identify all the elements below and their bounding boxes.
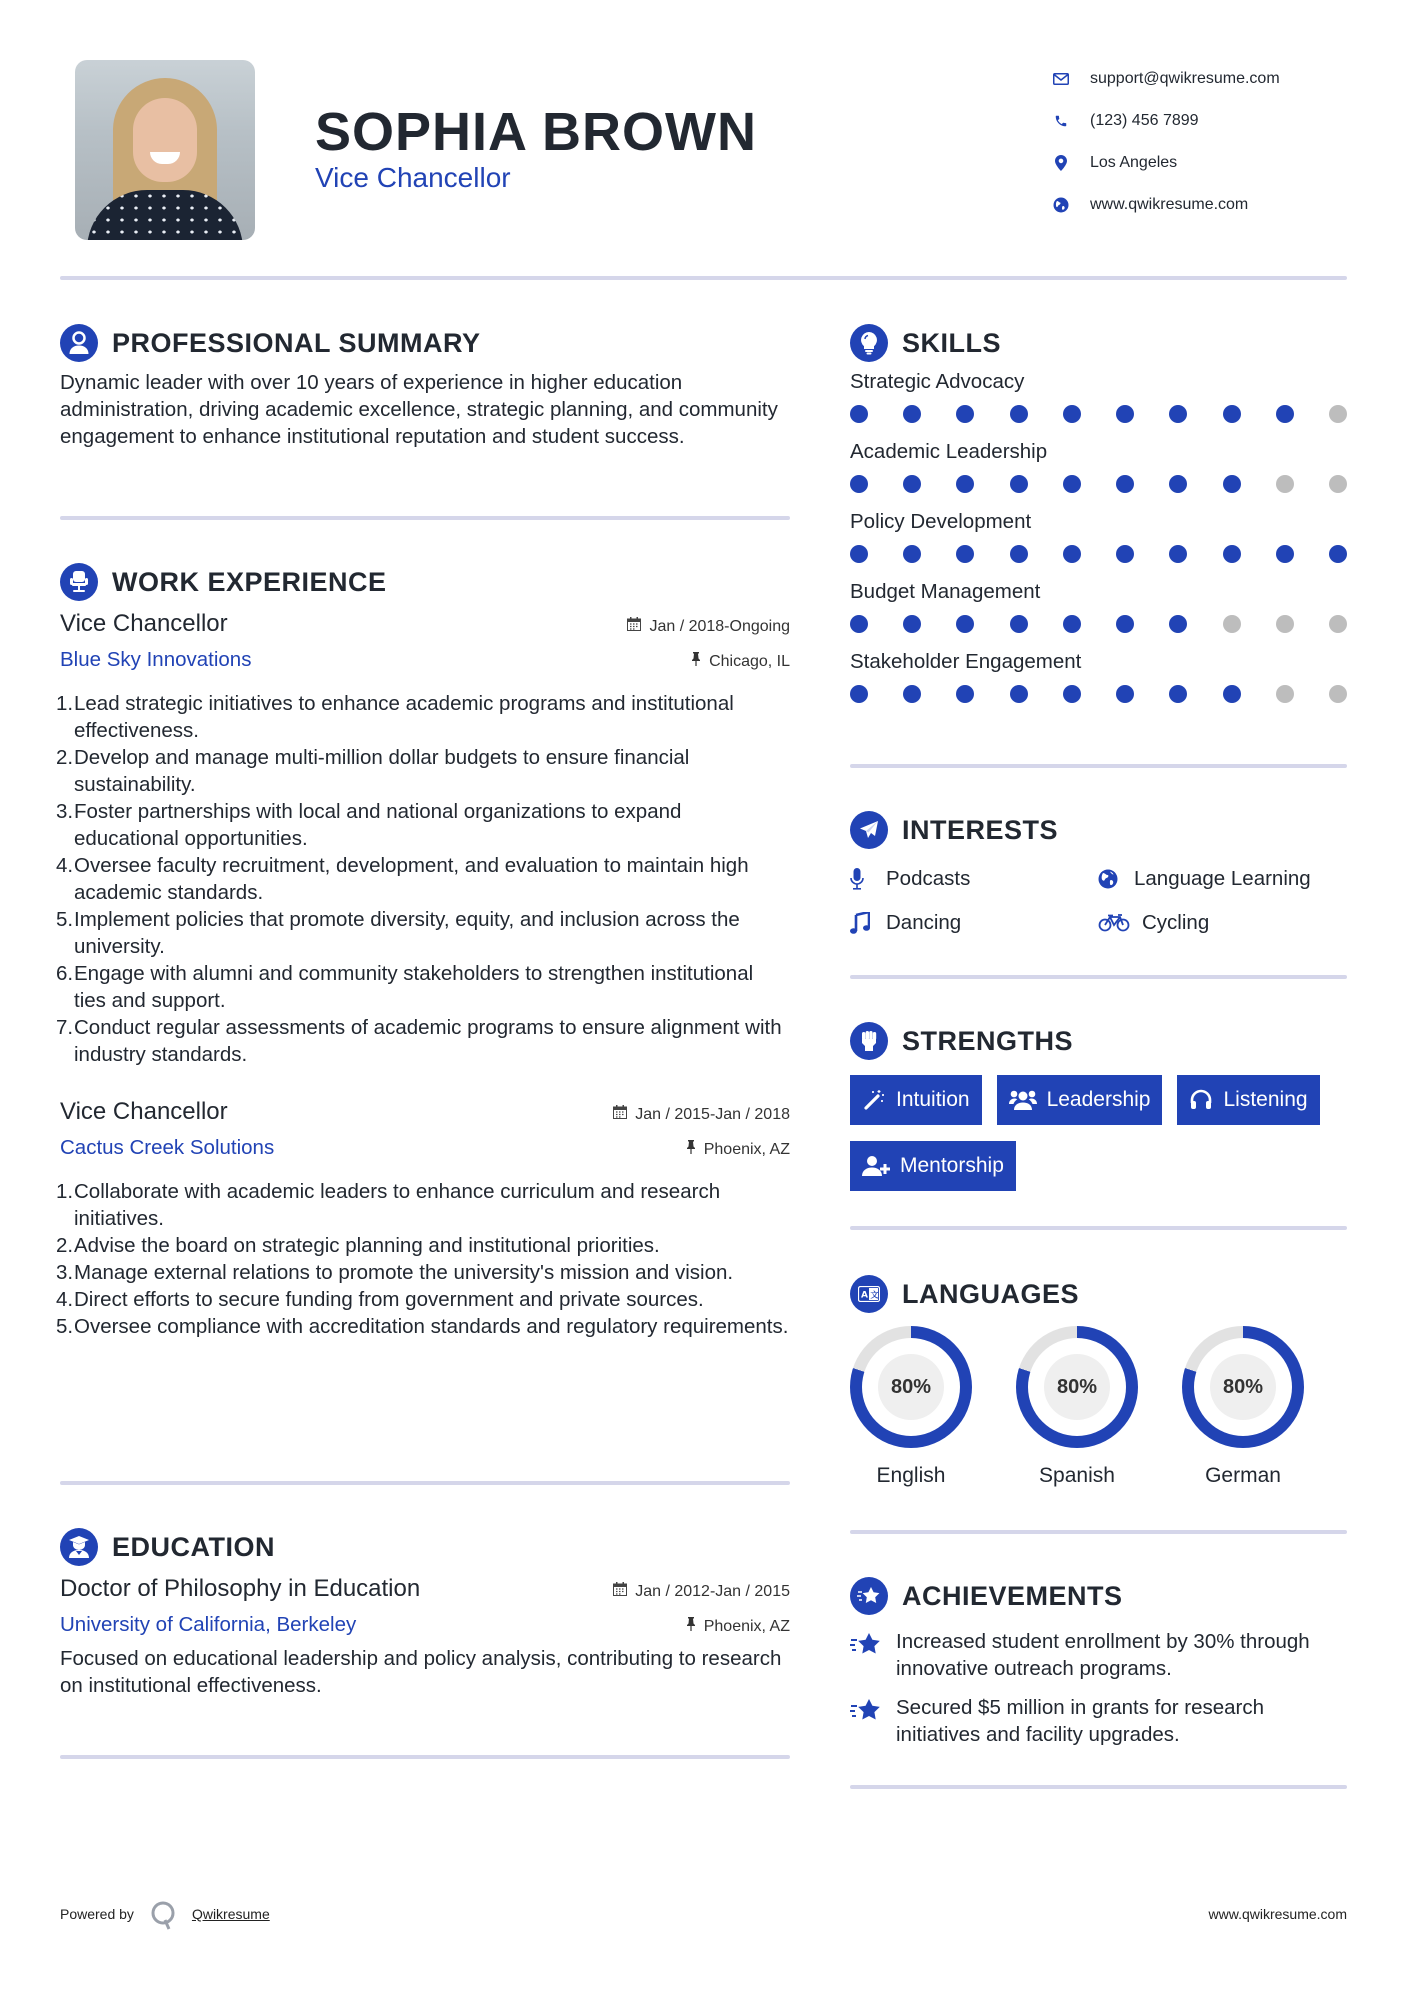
shooting-star-icon (850, 1628, 884, 1682)
education-dates: Jan / 2012-Jan / 2015 (613, 1582, 790, 1601)
education-heading: EDUCATION (112, 1531, 275, 1562)
rating-dot (1276, 685, 1294, 703)
strengths-divider (850, 1226, 1347, 1230)
rating-dot (1063, 475, 1081, 493)
achievements-divider (850, 1785, 1347, 1789)
rating-dot (1329, 475, 1347, 493)
summary-text: Dynamic leader with over 10 years of experience in higher education administration, driving academic excellence, strategic planning, and community engagement to enhance institutional reputation and student success. (60, 371, 778, 448)
languages-heading: LANGUAGES (902, 1278, 1080, 1309)
duty-item: 3. Foster partnerships with local and national organizations to expand educational opportunities. (56, 800, 682, 850)
rating-dot (903, 615, 921, 633)
education-location: Phoenix, AZ (686, 1617, 790, 1636)
map-marker-icon (1052, 154, 1070, 172)
bicycle-icon (1098, 911, 1134, 935)
skills-divider (850, 764, 1347, 768)
rating-dot (1010, 545, 1028, 563)
strength-badge: Listening (1177, 1075, 1319, 1125)
experience-section (56, 562, 790, 1340)
header-divider (60, 276, 1347, 280)
achievements-list (850, 1628, 1347, 1748)
job-duties (56, 1178, 790, 1340)
candidate-name: SOPHIA BROWN (315, 102, 757, 162)
rating-dot (903, 475, 921, 493)
education-entry (60, 1571, 790, 1699)
skill-rating (850, 615, 1347, 633)
strengths-section (850, 1021, 1347, 1191)
strengths-list (850, 1075, 1347, 1191)
skill-rating (850, 545, 1347, 563)
interests-list (850, 862, 1347, 940)
shooting-star-icon (850, 1694, 884, 1748)
company-name: Cactus Creek Solutions (60, 1136, 275, 1159)
phone-icon (1052, 112, 1070, 130)
duty-item: 3. Manage external relations to promote the university's mission and vision. (56, 1261, 734, 1284)
rating-dot (1329, 545, 1347, 563)
rating-dot (956, 685, 974, 703)
rating-dot (1116, 405, 1134, 423)
job-location: Chicago, IL (691, 652, 790, 671)
job-duties (56, 690, 790, 1068)
job-title: Vice Chancellor (60, 1098, 228, 1125)
rating-dot (903, 545, 921, 563)
skills-section (850, 323, 1347, 717)
language-name: German (1205, 1464, 1281, 1487)
calendar-icon (613, 1105, 627, 1124)
summary-divider (60, 516, 790, 520)
proficiency-percent: 80% (878, 1354, 944, 1420)
pushpin-icon (686, 1617, 696, 1636)
calendar-icon (613, 1582, 627, 1601)
contact-phone[interactable]: (123) 456 7899 (1050, 100, 1350, 142)
rating-dot (1169, 475, 1187, 493)
skill-rating (850, 685, 1347, 703)
experience-heading: WORK EXPERIENCE (112, 566, 387, 597)
proficiency-ring (1016, 1326, 1138, 1448)
skill-item: Budget Management (850, 577, 1347, 633)
candidate-title: Vice Chancellor (315, 162, 511, 193)
duty-item: 6. Engage with alumni and community stakeholders to strengthen institutional ties and support. (56, 962, 754, 1012)
skills-heading: SKILLS (902, 327, 1002, 358)
office-chair-icon (60, 563, 98, 601)
raised-fist-icon (850, 1022, 888, 1060)
rating-dot (1276, 475, 1294, 493)
rating-dot (1010, 615, 1028, 633)
rating-dot (1063, 685, 1081, 703)
interest-item: Podcasts (850, 862, 1098, 896)
strengths-heading: STRENGTHS (902, 1025, 1074, 1056)
language-name: English (876, 1464, 946, 1487)
rating-dot (1329, 685, 1347, 703)
rating-dot (1010, 405, 1028, 423)
interest-item: Dancing (850, 906, 1098, 940)
rating-dot (850, 405, 868, 423)
rating-dot (1276, 615, 1294, 633)
footer-website-link[interactable]: www.qwikresume.com (1208, 1906, 1347, 1922)
rating-dot (1063, 405, 1081, 423)
rating-dot (956, 405, 974, 423)
languages-divider (850, 1530, 1347, 1534)
proficiency-ring (850, 1326, 972, 1448)
svg-text:文: 文 (870, 1290, 879, 1300)
achievements-heading: ACHIEVEMENTS (902, 1580, 1123, 1611)
language-name: Spanish (1039, 1464, 1115, 1487)
star-badge-icon (850, 1577, 888, 1615)
contact-list (1050, 58, 1350, 226)
skill-item: Policy Development (850, 507, 1347, 563)
rating-dot (956, 545, 974, 563)
duty-item: 5. Implement policies that promote diversity, equity, and inclusion across the university. (56, 908, 740, 958)
microphone-icon (850, 867, 878, 891)
strength-badge: Leadership (997, 1075, 1163, 1125)
rating-dot (850, 685, 868, 703)
user-icon (60, 324, 98, 362)
languages-list (850, 1326, 1347, 1488)
rating-dot (1116, 545, 1134, 563)
rating-dot (956, 615, 974, 633)
contact-location: Los Angeles (1050, 142, 1350, 184)
proficiency-ring (1182, 1326, 1304, 1448)
language-item (850, 1326, 972, 1488)
company-name: Blue Sky Innovations (60, 648, 252, 671)
rating-dot (903, 685, 921, 703)
education-divider (60, 1755, 790, 1759)
globe-icon (1098, 867, 1126, 891)
contact-email[interactable]: support@qwikresume.com (1050, 58, 1350, 100)
rating-dot (1329, 405, 1347, 423)
duty-item: 2. Advise the board on strategic planning and institutional priorities. (56, 1234, 660, 1257)
magic-wand-icon (862, 1088, 886, 1112)
proficiency-percent: 80% (1044, 1354, 1110, 1420)
interests-divider (850, 975, 1347, 979)
rating-dot (1063, 545, 1081, 563)
rating-dot (1223, 475, 1241, 493)
skill-rating (850, 405, 1347, 423)
rating-dot (850, 545, 868, 563)
rating-dot (850, 615, 868, 633)
rating-dot (903, 405, 921, 423)
skills-list (850, 367, 1347, 703)
duty-item: 1. Lead strategic initiatives to enhance academic programs and institutional effectiveness. (56, 692, 734, 742)
svg-text:A: A (861, 1290, 868, 1301)
translate-icon (850, 1275, 888, 1313)
user-plus-icon (862, 1154, 890, 1178)
pushpin-icon (691, 652, 701, 671)
rating-dot (1010, 475, 1028, 493)
rating-dot (1223, 405, 1241, 423)
rating-dot (1169, 545, 1187, 563)
rating-dot (1116, 685, 1134, 703)
school-name: University of California, Berkeley (60, 1613, 357, 1636)
language-item (1182, 1326, 1304, 1488)
proficiency-percent: 80% (1210, 1354, 1276, 1420)
degree-name: Doctor of Philosophy in Education (60, 1575, 421, 1602)
languages-section (850, 1274, 1347, 1488)
interests-section (850, 810, 1347, 940)
rating-dot (956, 475, 974, 493)
interest-item: Language Learning (1098, 862, 1347, 896)
skill-item: Strategic Advocacy (850, 367, 1347, 423)
envelope-icon (1052, 70, 1070, 88)
education-description: Focused on educational leadership and policy analysis, contributing to research on institutional effectiveness. (60, 1647, 782, 1697)
contact-website[interactable]: www.qwikresume.com (1050, 184, 1350, 226)
rating-dot (1169, 615, 1187, 633)
duty-item: 1. Collaborate with academic leaders to enhance curriculum and research initiatives. (56, 1180, 721, 1230)
rating-dot (1169, 405, 1187, 423)
achievements-section (850, 1576, 1347, 1748)
qwikresume-logo-icon (150, 1900, 178, 1928)
job-dates: Jan / 2015-Jan / 2018 (613, 1105, 790, 1124)
duty-item: 4. Oversee faculty recruitment, development, and evaluation to maintain high academic standards. (56, 854, 749, 904)
calendar-icon (627, 617, 641, 636)
strength-badge: Mentorship (850, 1141, 1016, 1191)
skill-rating (850, 475, 1347, 493)
pushpin-icon (686, 1140, 696, 1159)
interest-item: Cycling (1098, 906, 1347, 940)
job-title: Vice Chancellor (60, 610, 228, 637)
duty-item: 5. Oversee compliance with accreditation standards and regulatory requirements. (56, 1315, 789, 1338)
rating-dot (1116, 475, 1134, 493)
strength-badge: Intuition (850, 1075, 982, 1125)
users-icon (1009, 1088, 1037, 1112)
rating-dot (1010, 685, 1028, 703)
rating-dot (1223, 685, 1241, 703)
interests-heading: INTERESTS (902, 814, 1059, 845)
achievement-item: Increased student enrollment by 30% through innovative outreach programs. (850, 1628, 1347, 1682)
rating-dot (1223, 545, 1241, 563)
globe-icon (1052, 196, 1070, 214)
rating-dot (1329, 615, 1347, 633)
profile-photo (75, 60, 255, 240)
duty-item: 7. Conduct regular assessments of academic programs to ensure alignment with industry standards. (56, 1016, 782, 1066)
rating-dot (1223, 615, 1241, 633)
skill-item: Stakeholder Engagement (850, 647, 1347, 703)
rating-dot (1116, 615, 1134, 633)
experience-divider (60, 1481, 790, 1485)
graduate-icon (60, 1528, 98, 1566)
education-section (60, 1527, 790, 1699)
headphones-icon (1189, 1088, 1213, 1112)
powered-by: Powered by Qwikresume (60, 1900, 270, 1928)
rating-dot (1063, 615, 1081, 633)
job-entry (56, 1094, 790, 1340)
rating-dot (1276, 545, 1294, 563)
job-location: Phoenix, AZ (686, 1140, 790, 1159)
lightbulb-icon (850, 324, 888, 362)
job-dates: Jan / 2018-Ongoing (627, 617, 790, 636)
rating-dot (850, 475, 868, 493)
qwikresume-link[interactable]: Qwikresume (191, 1906, 270, 1922)
duty-item: 4. Direct efforts to secure funding from government and private sources. (56, 1288, 704, 1311)
skill-item: Academic Leadership (850, 437, 1347, 493)
paper-plane-icon (850, 811, 888, 849)
rating-dot (1169, 685, 1187, 703)
music-note-icon (850, 911, 878, 935)
language-item (1016, 1326, 1138, 1488)
duty-item: 2. Develop and manage multi-million dollar budgets to ensure financial sustainability. (56, 746, 690, 796)
summary-heading: PROFESSIONAL SUMMARY (112, 327, 481, 358)
job-entry (56, 606, 790, 1068)
summary-section (60, 323, 790, 450)
achievement-item: Secured $5 million in grants for research initiatives and facility upgrades. (850, 1694, 1347, 1748)
rating-dot (1276, 405, 1294, 423)
